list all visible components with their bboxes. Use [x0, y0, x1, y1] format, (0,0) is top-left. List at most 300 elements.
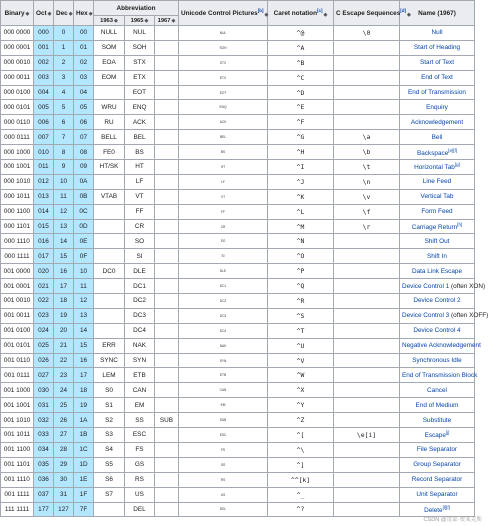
decimal-cell: 30 — [54, 472, 74, 487]
abbr-1965-cell: FF — [125, 204, 155, 219]
binary-cell: 000 0111 — [1, 130, 34, 145]
name-link[interactable]: End of Transmission Block — [402, 371, 478, 379]
abbr-1965-cell: LF — [125, 174, 155, 189]
decimal-cell: 28 — [54, 442, 74, 457]
octal-cell: 025 — [34, 338, 54, 353]
header-escape[interactable]: C Escape Sequences[d]◆ — [334, 1, 400, 26]
decimal-cell: 16 — [54, 264, 74, 279]
name-cell — [400, 174, 475, 189]
reference-link[interactable]: [b] — [257, 8, 264, 14]
name-cell — [400, 189, 475, 204]
reference-link[interactable]: [e][f] — [448, 147, 458, 153]
binary-cell: 001 1101 — [1, 457, 34, 472]
hex-cell: 12 — [74, 294, 94, 309]
binary-cell: 001 1111 — [1, 487, 34, 502]
abbr-1963-cell: RU — [94, 115, 125, 130]
abbr-1967-cell — [155, 398, 179, 413]
reference-link[interactable]: [c] — [316, 8, 323, 14]
caret-cell: ^T — [268, 323, 334, 338]
name-link[interactable]: Unit Separator — [416, 491, 458, 499]
name-link[interactable]: Start of Text — [420, 59, 454, 67]
octal-cell: 021 — [34, 279, 54, 294]
name-link[interactable]: Shift In — [427, 252, 447, 260]
control-picture-cell: RS — [179, 472, 268, 487]
escape-cell — [334, 413, 400, 428]
sort-icon[interactable]: ◆ — [264, 11, 269, 18]
hex-cell: 02 — [74, 55, 94, 70]
reference-link[interactable]: [l][f] — [442, 504, 450, 510]
abbr-1963-cell: S7 — [94, 487, 125, 502]
binary-cell: 001 1011 — [1, 428, 34, 443]
abbr-1967-cell — [155, 249, 179, 264]
decimal-cell: 31 — [54, 487, 74, 502]
decimal-cell: 20 — [54, 323, 74, 338]
hex-cell: 03 — [74, 70, 94, 85]
hex-cell: 1F — [74, 487, 94, 502]
abbr-1967-cell — [155, 145, 179, 160]
abbr-1965-cell: SI — [125, 249, 155, 264]
caret-cell: ^K — [268, 189, 334, 204]
sort-icon[interactable]: ◆ — [88, 10, 93, 17]
decimal-cell: 127 — [54, 502, 74, 517]
hex-cell: 0B — [74, 189, 94, 204]
caret-cell: ^L — [268, 204, 334, 219]
name-link[interactable]: Data Link Escape — [411, 267, 463, 275]
escape-cell: \b — [334, 145, 400, 160]
abbr-1967-cell — [155, 26, 179, 41]
hex-cell: 10 — [74, 264, 94, 279]
name-link[interactable]: Vertical Tab — [420, 193, 454, 201]
abbr-1963-cell — [94, 502, 125, 517]
binary-cell: 000 0001 — [1, 40, 34, 55]
binary-cell: 000 1001 — [1, 160, 34, 175]
name-cell — [400, 353, 475, 368]
table-row — [1, 368, 475, 383]
sort-icon[interactable]: ◆ — [25, 10, 30, 17]
caret-cell: ^V — [268, 353, 334, 368]
name-link[interactable]: Null — [431, 29, 443, 37]
octal-cell: 014 — [34, 204, 54, 219]
name-link[interactable]: Shift Out — [424, 237, 450, 245]
binary-cell: 001 0001 — [1, 279, 34, 294]
abbr-1965-cell: DC1 — [125, 279, 155, 294]
escape-cell — [334, 249, 400, 264]
abbr-1963-cell — [94, 219, 125, 234]
hex-cell: 0C — [74, 204, 94, 219]
escape-cell: \0 — [334, 26, 400, 41]
control-picture-cell: ENQ — [179, 100, 268, 115]
abbr-1963-cell: SYNC — [94, 353, 125, 368]
name-cell — [400, 115, 475, 130]
caret-cell: ^U — [268, 338, 334, 353]
binary-cell: 000 1111 — [1, 249, 34, 264]
name-link[interactable]: Synchronous Idle — [412, 357, 462, 365]
decimal-cell: 1 — [54, 40, 74, 55]
abbr-1967-cell — [155, 338, 179, 353]
hex-cell: 7F — [74, 502, 94, 517]
octal-cell: 024 — [34, 323, 54, 338]
header-oct[interactable]: Oct◆ — [34, 1, 54, 26]
control-picture-cell: BS — [179, 145, 268, 160]
abbr-1965-cell: US — [125, 487, 155, 502]
control-picture-cell: DLE — [179, 264, 268, 279]
abbr-1963-cell: FE0 — [94, 145, 125, 160]
name-cell — [400, 160, 475, 175]
octal-cell: 020 — [34, 264, 54, 279]
name-link[interactable]: Device Control 3 — [402, 312, 450, 320]
table-row — [1, 442, 475, 457]
name-link[interactable]: Bell — [431, 133, 443, 141]
header-unicode[interactable]: Unicode Control Pictures[b]◆ — [179, 1, 268, 26]
abbr-1963-cell — [94, 323, 125, 338]
binary-cell: 000 1110 — [1, 234, 34, 249]
header-dec[interactable]: Dec◆ — [54, 1, 74, 26]
abbr-1965-cell: FS — [125, 442, 155, 457]
caret-cell: ^A — [268, 40, 334, 55]
name-link[interactable]: Cancel — [427, 386, 447, 394]
abbr-1965-cell: DC2 — [125, 294, 155, 309]
sort-icon[interactable]: ◆ — [144, 17, 149, 24]
table-row — [1, 294, 475, 309]
abbr-1967-cell — [155, 308, 179, 323]
name-cell — [400, 428, 475, 443]
abbr-1963-cell — [94, 234, 125, 249]
abbr-1965-cell: EOT — [125, 85, 155, 100]
header-hex[interactable]: Hex◆ — [74, 1, 94, 26]
control-picture-cell: EM — [179, 398, 268, 413]
name-cell — [400, 383, 475, 398]
name-link[interactable]: Enquiry — [426, 103, 448, 111]
control-picture-cell: ETX — [179, 70, 268, 85]
hex-cell: 16 — [74, 353, 94, 368]
abbr-1963-cell: WRU — [94, 100, 125, 115]
decimal-cell: 24 — [54, 383, 74, 398]
name-link[interactable]: Escape — [424, 432, 446, 440]
abbr-1965-cell: ETB — [125, 368, 155, 383]
abbr-1967-cell — [155, 279, 179, 294]
octal-cell: 010 — [34, 145, 54, 160]
escape-cell — [334, 40, 400, 55]
name-cell — [400, 413, 475, 428]
table-row — [1, 145, 475, 160]
abbr-1967-cell — [155, 40, 179, 55]
name-link[interactable]: Horizontal Tab — [414, 164, 455, 172]
header-abbreviation: Abbreviation — [94, 1, 179, 16]
hex-cell: 1A — [74, 413, 94, 428]
abbr-1965-cell: CR — [125, 219, 155, 234]
caret-cell: ^W — [268, 368, 334, 383]
escape-cell: \e[i] — [334, 428, 400, 443]
abbr-1963-cell — [94, 294, 125, 309]
control-picture-cell: FF — [179, 204, 268, 219]
abbr-1965-cell: BS — [125, 145, 155, 160]
abbr-1963-cell: S6 — [94, 472, 125, 487]
octal-cell: 033 — [34, 428, 54, 443]
abbr-1963-cell: ERR — [94, 338, 125, 353]
table-row — [1, 413, 475, 428]
escape-cell: \f — [334, 204, 400, 219]
abbr-1967-cell — [155, 189, 179, 204]
table-row — [1, 308, 475, 323]
hex-cell: 07 — [74, 130, 94, 145]
name-link[interactable]: End of Text — [421, 74, 453, 82]
escape-cell — [334, 457, 400, 472]
escape-cell — [334, 264, 400, 279]
name-link[interactable]: Record Separator — [411, 476, 463, 484]
table-row — [1, 115, 475, 130]
name-link[interactable]: Group Separator — [413, 461, 461, 469]
abbr-1963-cell: S0 — [94, 383, 125, 398]
name-link[interactable]: Device Control 4 — [413, 327, 461, 335]
decimal-cell: 12 — [54, 204, 74, 219]
escape-cell — [334, 442, 400, 457]
abbr-1965-cell: VT — [125, 189, 155, 204]
caret-cell: ^H — [268, 145, 334, 160]
abbr-1967-cell — [155, 234, 179, 249]
name-cell — [400, 55, 475, 70]
abbr-1963-cell: BELL — [94, 130, 125, 145]
caret-cell: ^G — [268, 130, 334, 145]
table-row — [1, 40, 475, 55]
table-row — [1, 174, 475, 189]
hex-cell: 13 — [74, 308, 94, 323]
binary-cell: 001 1010 — [1, 413, 34, 428]
name-link[interactable]: End of Medium — [415, 401, 459, 409]
decimal-cell: 29 — [54, 457, 74, 472]
table-row — [1, 428, 475, 443]
sort-icon[interactable]: ◆ — [323, 11, 328, 18]
abbr-1965-cell: STX — [125, 55, 155, 70]
abbr-1967-cell — [155, 294, 179, 309]
control-picture-cell: SI — [179, 249, 268, 264]
abbr-1963-cell: VTAB — [94, 189, 125, 204]
octal-cell: 015 — [34, 219, 54, 234]
name-cell — [400, 308, 488, 323]
binary-cell: 000 0101 — [1, 100, 34, 115]
name-cell — [400, 264, 475, 279]
abbr-1967-cell — [155, 115, 179, 130]
octal-cell: 030 — [34, 383, 54, 398]
binary-cell: 001 0010 — [1, 294, 34, 309]
caret-cell: ^\ — [268, 442, 334, 457]
octal-cell: 011 — [34, 160, 54, 175]
octal-cell: 006 — [34, 115, 54, 130]
sort-icon[interactable]: ◆ — [171, 17, 176, 24]
binary-cell: 001 0101 — [1, 338, 34, 353]
abbr-1963-cell — [94, 174, 125, 189]
control-picture-cell: DC4 — [179, 323, 268, 338]
abbr-1963-cell: S1 — [94, 398, 125, 413]
table-row — [1, 160, 475, 175]
header-1965[interactable]: 1965◆ — [125, 16, 155, 26]
octal-cell: 013 — [34, 189, 54, 204]
octal-cell: 000 — [34, 26, 54, 41]
abbr-1967-cell — [155, 383, 179, 398]
abbr-1963-cell: S2 — [94, 413, 125, 428]
abbr-1965-cell: NAK — [125, 338, 155, 353]
decimal-cell: 21 — [54, 338, 74, 353]
escape-cell — [334, 398, 400, 413]
name-cell — [400, 219, 475, 234]
name-link[interactable]: Device Control 2 — [413, 297, 461, 305]
control-picture-cell: EOT — [179, 85, 268, 100]
name-note: (often XOFF) — [449, 312, 488, 320]
decimal-cell: 5 — [54, 100, 74, 115]
abbr-1963-cell: HT/SK — [94, 160, 125, 175]
decimal-cell: 2 — [54, 55, 74, 70]
abbr-1963-cell — [94, 279, 125, 294]
hex-cell: 1C — [74, 442, 94, 457]
binary-cell: 001 0111 — [1, 368, 34, 383]
header-1963[interactable]: 1963◆ — [94, 16, 125, 26]
watermark: CSDN @雷蒙·贾莱克斯 — [423, 517, 482, 523]
octal-cell: 004 — [34, 85, 54, 100]
table-row — [1, 264, 475, 279]
abbr-1967-cell — [155, 160, 179, 175]
decimal-cell: 15 — [54, 249, 74, 264]
abbr-1965-cell: BEL — [125, 130, 155, 145]
control-picture-cell: HT — [179, 160, 268, 175]
abbr-1967-cell — [155, 323, 179, 338]
hex-cell: 0D — [74, 219, 94, 234]
binary-cell: 000 0100 — [1, 85, 34, 100]
name-link[interactable]: Backspace — [416, 149, 449, 157]
reference-link[interactable]: [d] — [400, 8, 407, 14]
name-link[interactable]: Form Feed — [421, 208, 453, 216]
binary-cell: 000 1100 — [1, 204, 34, 219]
table-row — [1, 383, 475, 398]
abbr-1967-cell — [155, 457, 179, 472]
name-link[interactable]: Substitute — [422, 416, 452, 424]
table-row — [1, 85, 475, 100]
reference-link[interactable]: [h] — [457, 221, 463, 227]
abbr-1965-cell: ACK — [125, 115, 155, 130]
caret-cell: ^D — [268, 85, 334, 100]
escape-cell — [334, 308, 400, 323]
hex-cell: 1B — [74, 428, 94, 443]
control-picture-cell: NAK — [179, 338, 268, 353]
name-cell — [400, 204, 475, 219]
abbr-1965-cell: EM — [125, 398, 155, 413]
control-picture-cell: SO — [179, 234, 268, 249]
octal-cell: 023 — [34, 308, 54, 323]
name-link[interactable]: Negative Acknowledgement — [402, 342, 481, 350]
control-picture-cell: ACK — [179, 115, 268, 130]
header-1967[interactable]: 1967◆ — [155, 16, 179, 26]
caret-cell: ^B — [268, 55, 334, 70]
control-picture-cell: US — [179, 487, 268, 502]
name-link[interactable]: File Separator — [416, 446, 458, 454]
name-link[interactable]: Carriage Return — [411, 224, 458, 232]
hex-cell: 09 — [74, 160, 94, 175]
name-cell — [400, 294, 475, 309]
abbr-1967-cell — [155, 100, 179, 115]
decimal-cell: 13 — [54, 219, 74, 234]
sort-icon[interactable]: ◆ — [68, 10, 73, 17]
table-row — [1, 204, 475, 219]
decimal-cell: 14 — [54, 234, 74, 249]
caret-cell: ^P — [268, 264, 334, 279]
table-row — [1, 189, 475, 204]
name-link[interactable]: Delete — [424, 507, 443, 514]
table-row — [1, 457, 475, 472]
abbr-1967-cell — [155, 368, 179, 383]
decimal-cell: 3 — [54, 70, 74, 85]
hex-cell: 04 — [74, 85, 94, 100]
abbr-1965-cell: SO — [125, 234, 155, 249]
abbr-1967-cell — [155, 70, 179, 85]
reference-link[interactable]: [g] — [454, 162, 460, 168]
hex-cell: 0E — [74, 234, 94, 249]
escape-cell — [334, 383, 400, 398]
caret-cell: ^_ — [268, 487, 334, 502]
caret-cell: ^S — [268, 308, 334, 323]
name-cell — [400, 279, 486, 294]
name-cell — [400, 457, 475, 472]
escape-cell: \n — [334, 174, 400, 189]
sort-icon[interactable]: ◆ — [114, 17, 118, 24]
escape-cell — [334, 70, 400, 85]
name-cell — [400, 368, 478, 383]
name-link[interactable]: End of Transmission — [408, 89, 466, 96]
name-link[interactable]: Start of Heading — [413, 44, 461, 52]
octal-cell: 007 — [34, 130, 54, 145]
escape-cell — [334, 55, 400, 70]
name-link[interactable]: Acknowledgement — [410, 118, 464, 126]
caret-cell: ^] — [268, 457, 334, 472]
abbr-1965-cell: ESC — [125, 428, 155, 443]
abbr-1967-cell — [155, 502, 179, 517]
control-picture-cell: FS — [179, 442, 268, 457]
abbr-1963-cell — [94, 249, 125, 264]
abbr-1967-cell — [155, 85, 179, 100]
name-cell — [400, 85, 475, 100]
abbr-1967-cell — [155, 442, 179, 457]
reference-link[interactable]: [j] — [445, 430, 450, 436]
caret-cell: ^Y — [268, 398, 334, 413]
header-caret[interactable]: Caret notation[c]◆ — [268, 1, 334, 26]
escape-cell — [334, 502, 400, 517]
control-picture-cell: SOH — [179, 40, 268, 55]
caret-cell: ^Q — [268, 279, 334, 294]
binary-cell: 001 0011 — [1, 308, 34, 323]
hex-cell: 15 — [74, 338, 94, 353]
name-cell — [400, 249, 475, 264]
header-binary[interactable]: Binary◆ — [1, 1, 34, 26]
name-cell — [400, 145, 475, 160]
table-row — [1, 353, 475, 368]
sort-icon[interactable]: ◆ — [47, 10, 52, 17]
sort-icon[interactable]: ◆ — [407, 11, 411, 18]
control-picture-cell: LF — [179, 174, 268, 189]
control-picture-cell: NUL — [179, 26, 268, 41]
table-row — [1, 472, 475, 487]
octal-cell: 016 — [34, 234, 54, 249]
name-link[interactable]: Device Control 1 — [402, 282, 450, 290]
abbr-1965-cell: DEL — [125, 502, 155, 517]
control-picture-cell: SYN — [179, 353, 268, 368]
abbr-1967-cell — [155, 130, 179, 145]
name-link[interactable]: Line Feed — [422, 178, 452, 186]
octal-cell: 017 — [34, 249, 54, 264]
decimal-cell: 6 — [54, 115, 74, 130]
caret-cell: ^[ — [268, 428, 334, 443]
abbr-1963-cell: S5 — [94, 457, 125, 472]
binary-cell: 001 1001 — [1, 398, 34, 413]
control-picture-cell: DC3 — [179, 308, 268, 323]
control-picture-cell: CAN — [179, 383, 268, 398]
name-cell — [400, 472, 475, 487]
